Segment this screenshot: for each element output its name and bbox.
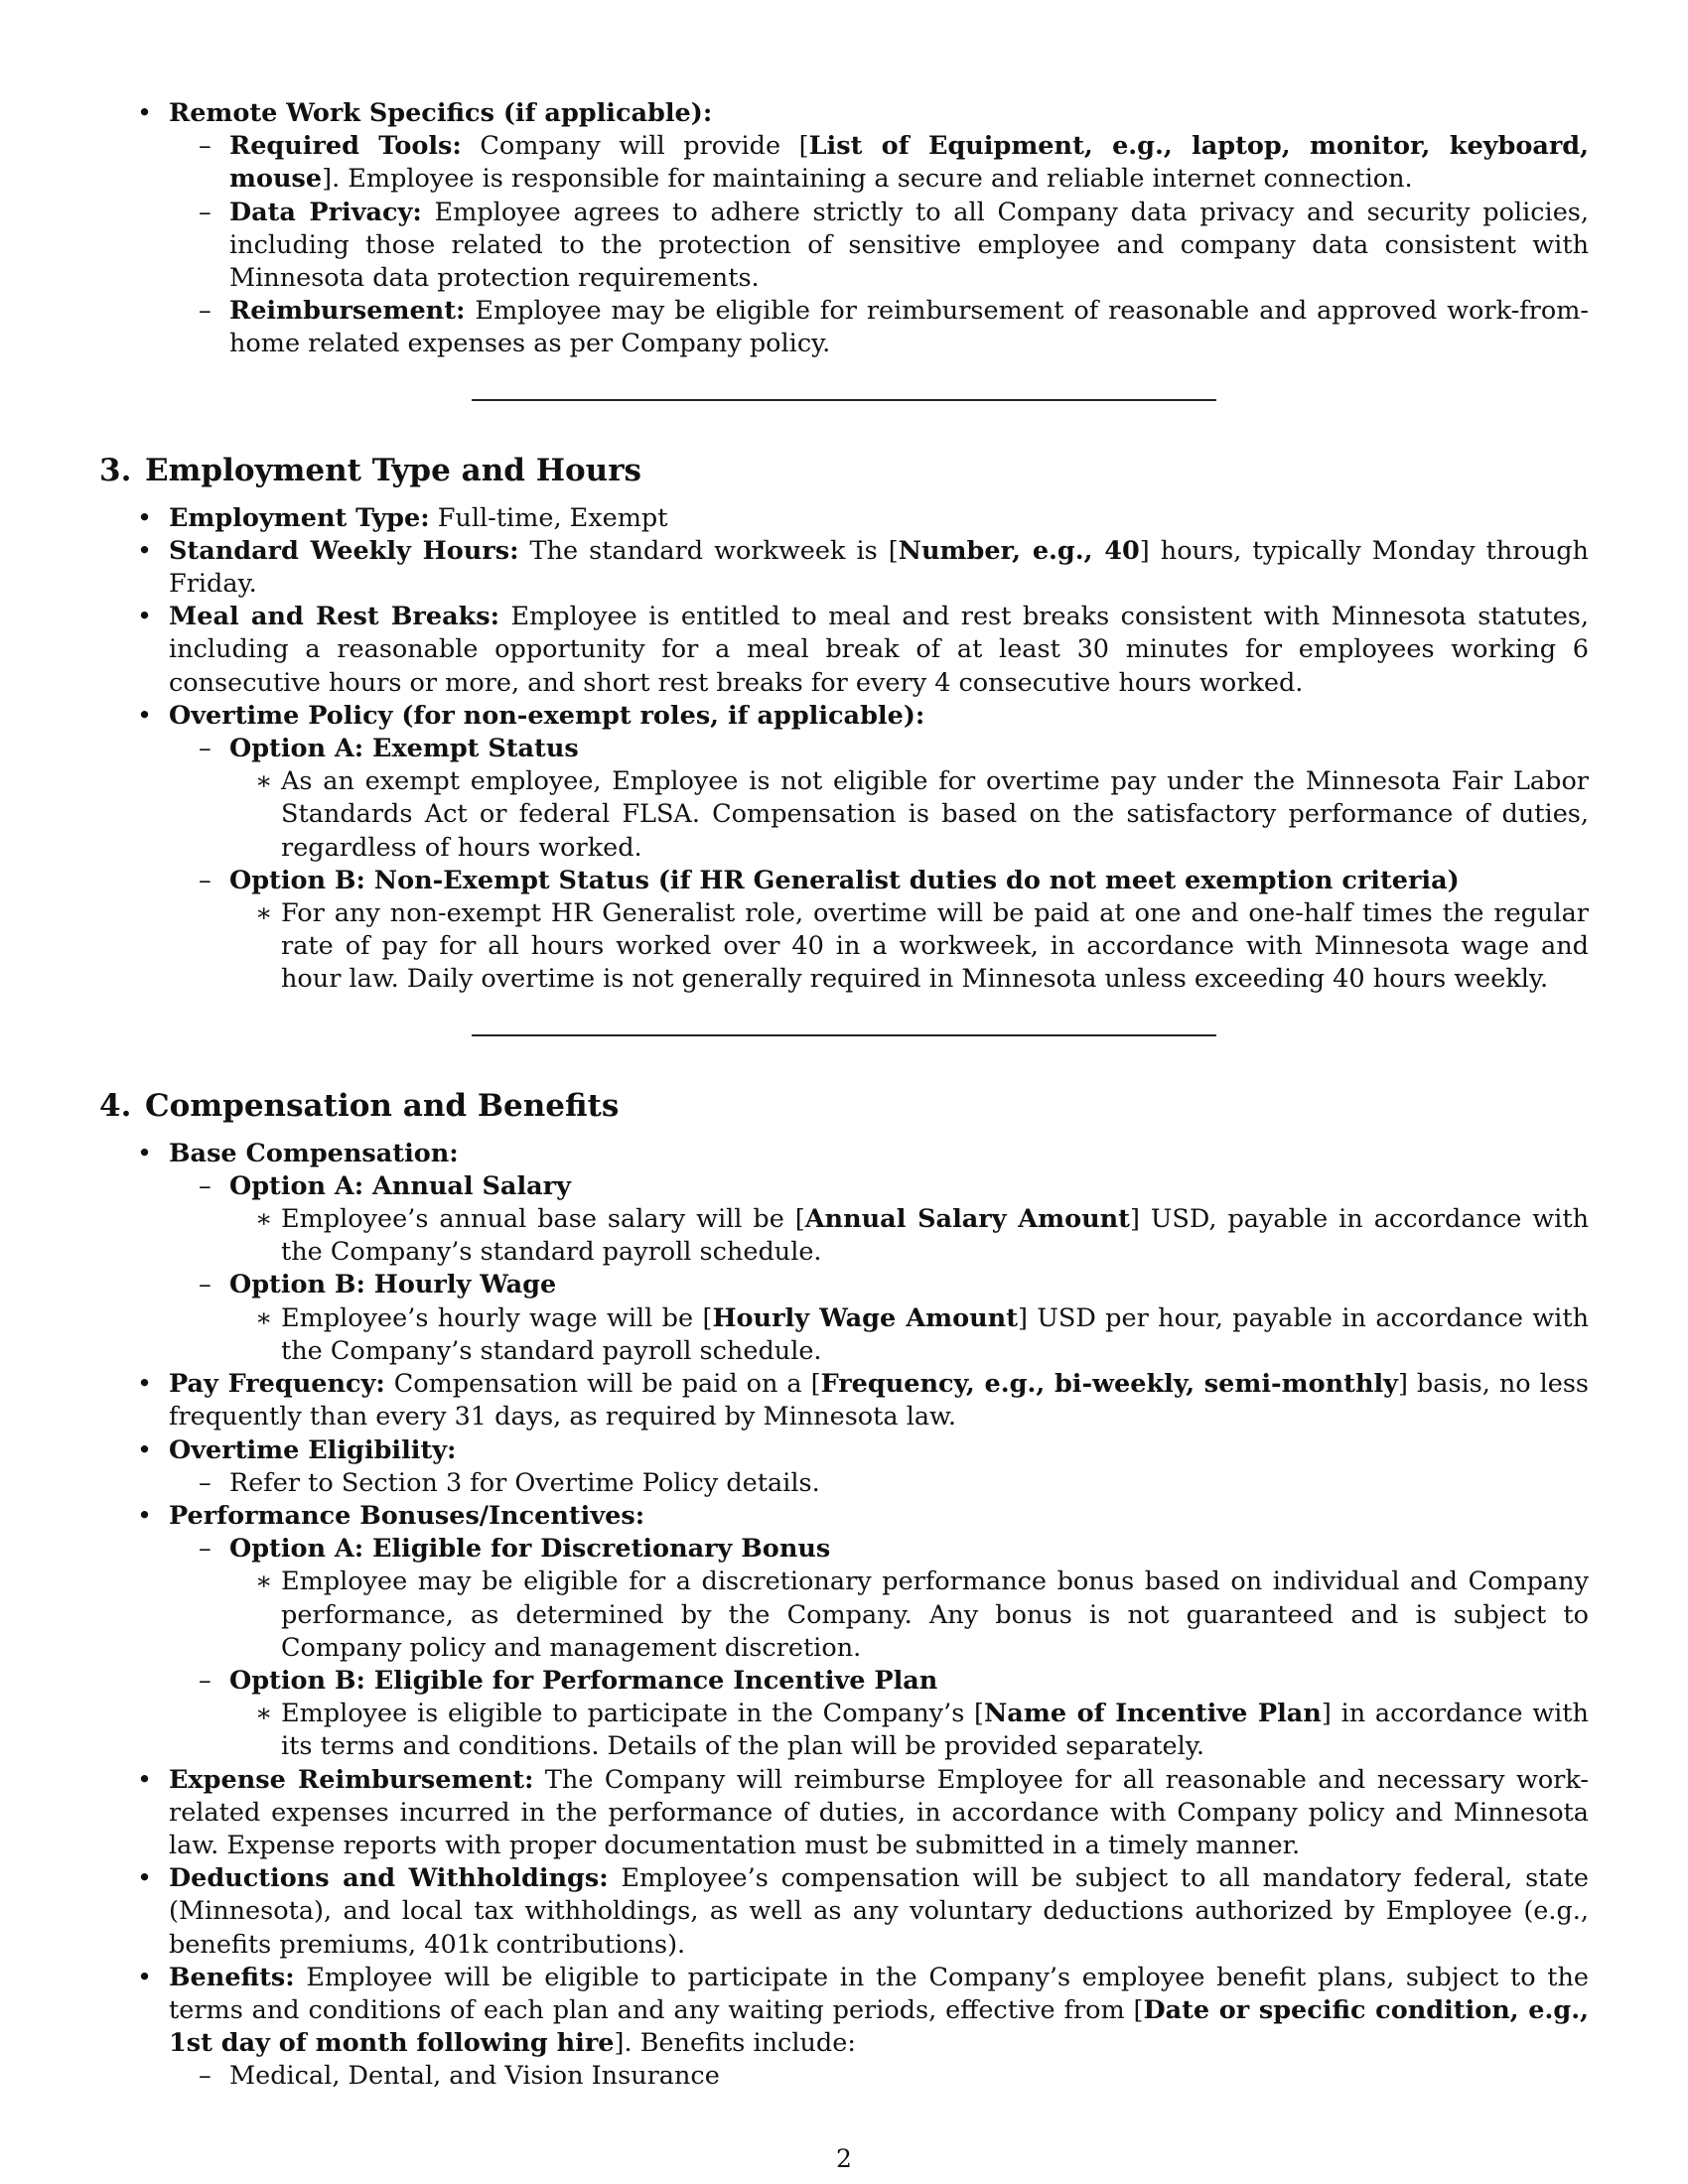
salary-text-end: ] USD, payable in accordance with the Company’s standard payroll schedule. bbox=[281, 1204, 1589, 1268]
weekly-hours-text-end: ] hours, typically Monday through Friday. bbox=[169, 535, 1589, 600]
section-3-number: 3. bbox=[99, 452, 132, 488]
deductions-item bbox=[99, 1862, 1589, 1962]
incentive-text-end: ] in accordance with its terms and conditions. Details of the plan will be provided separately. bbox=[281, 1699, 1589, 1762]
hourly-option bbox=[169, 1269, 1589, 1368]
bonus-options bbox=[169, 1533, 1589, 1763]
benefits-date-placeholder: Date or specific condition, e.g., 1st day of month following hire bbox=[169, 1994, 1589, 2059]
remote-work-label: Remote Work Specifics (if applicable): bbox=[169, 98, 713, 128]
salary-option-label: Option A: Annual Salary bbox=[229, 1170, 571, 1201]
base-compensation-options bbox=[169, 1170, 1589, 1368]
bonus-option-b bbox=[169, 1665, 1589, 1764]
bonus-label: Performance Bonuses/Incentives: bbox=[169, 1500, 645, 1531]
reimbursement-item bbox=[169, 295, 1589, 360]
overtime-option-a-label: Option A: Exempt Status bbox=[229, 734, 579, 764]
section-3-title: Employment Type and Hours bbox=[145, 452, 641, 488]
benefit-item-insurance: – Medical, Dental, and Vision Insurance bbox=[169, 2060, 1589, 2093]
reimbursement-label: Reimbursement: bbox=[229, 296, 466, 327]
required-tools-text-end: ]. Employee is responsible for maintaining a secure and reliable internet connection. bbox=[322, 164, 1413, 195]
remote-work-sublist bbox=[169, 130, 1589, 360]
section-4-title: Compensation and Benefits bbox=[145, 1087, 620, 1124]
data-privacy-text: Employee agrees to adhere strictly to all Company data privacy and security policies, including those related to the protection of sensitive employee and company data consistent with Minnesota data protection requirements. bbox=[229, 197, 1589, 294]
benefits-text: Employee will be eligible to participate in the Company’s employee benefit plans, subject to the terms and conditions of each plan and any waiting periods, effective from [ bbox=[169, 1962, 1589, 2025]
overtime-eligibility-text: – Refer to Section 3 for Overtime Policy details. bbox=[169, 1467, 1589, 1500]
overtime-eligibility-details bbox=[169, 1467, 1589, 1500]
overtime-policy-item bbox=[99, 700, 1589, 997]
hourly-option-text bbox=[229, 1302, 1589, 1368]
hours-placeholder: Number, e.g., 40 bbox=[898, 535, 1140, 566]
overtime-option-a-details bbox=[229, 765, 1589, 865]
salary-option bbox=[169, 1170, 1589, 1270]
data-privacy-label: Data Privacy: bbox=[229, 197, 422, 227]
overtime-policy-label: Overtime Policy (for non-exempt roles, if applicable): bbox=[169, 700, 925, 731]
benefits-list bbox=[169, 2060, 1589, 2093]
overtime-option-b-details bbox=[229, 897, 1589, 997]
equipment-placeholder: List of Equipment, e.g., laptop, monitor, keyboard, mouse bbox=[229, 131, 1589, 195]
deductions-label: Deductions and Withholdings: bbox=[169, 1863, 609, 1894]
base-compensation-label: Base Compensation: bbox=[169, 1138, 459, 1168]
deductions-text: Employee’s compensation will be subject to all mandatory federal, state (Minnesota), and local tax withholdings, as well as any voluntary deductions authorized by Employee (e.g., benefits premiums, 401k contributions). bbox=[169, 1863, 1589, 1960]
bonus-item bbox=[99, 1500, 1589, 1764]
benefits-item bbox=[99, 1962, 1589, 2094]
meal-rest-breaks-item bbox=[99, 601, 1589, 700]
salary-text: Employee’s annual base salary will be [ bbox=[281, 1204, 805, 1235]
meal-rest-breaks-label: Meal and Rest Breaks: bbox=[169, 602, 500, 632]
section-3-list bbox=[99, 502, 1589, 997]
expense-reimbursement-item bbox=[99, 1764, 1589, 1863]
frequency-placeholder: Frequency, e.g., bi-weekly, semi-monthly bbox=[820, 1369, 1398, 1400]
bonus-option-b-details bbox=[229, 1698, 1589, 1763]
bonus-option-a-details bbox=[229, 1566, 1589, 1665]
benefits-label: Benefits: bbox=[169, 1962, 295, 1992]
salary-option-text bbox=[229, 1203, 1589, 1269]
overtime-option-a-text: ∗ As an exempt employee, Employee is not eligible for overtime pay under the Minnesota Fair Labor Standards Act or federal FLSA. Compensation is based on the satisfactory performance of duties, regardless of hours worked. bbox=[229, 765, 1589, 865]
data-privacy-item bbox=[169, 197, 1589, 296]
incentive-text: Employee is eligible to participate in the Company’s [ bbox=[281, 1699, 984, 1729]
bonus-option-a-text: ∗ Employee may be eligible for a discretionary performance bonus based on individual and Company performance, as determined by the Company. Any bonus is not guaranteed and is subject to Company policy and management discretion. bbox=[229, 1566, 1589, 1665]
overtime-options-list bbox=[169, 733, 1589, 997]
section-divider bbox=[472, 1034, 1216, 1036]
base-compensation-item bbox=[99, 1138, 1589, 1368]
hourly-option-label: Option B: Hourly Wage bbox=[229, 1270, 557, 1300]
bonus-option-b-label: Option B: Eligible for Performance Incentive Plan bbox=[229, 1665, 938, 1696]
remote-work-list bbox=[99, 97, 1589, 361]
overtime-option-b-label: Option B: Non-Exempt Status (if HR Generalist duties do not meet exemption criteria) bbox=[229, 865, 1460, 895]
section-divider bbox=[472, 399, 1216, 401]
overtime-eligibility-item bbox=[99, 1434, 1589, 1500]
reimbursement-text: Employee may be eligible for reimbursement of reasonable and approved work-from-home related expenses as per Company policy. bbox=[229, 296, 1589, 359]
meal-rest-breaks-text: Employee is entitled to meal and rest breaks consistent with Minnesota statutes, including a reasonable opportunity for a meal break of at least 30 minutes for employees working 6 consecutive hours or more, and short rest breaks for every 4 consecutive hours worked. bbox=[169, 602, 1589, 698]
pay-frequency-text-end: ] basis, no less frequently than every 31 days, as required by Minnesota law. bbox=[169, 1369, 1590, 1433]
salary-option-details bbox=[229, 1203, 1589, 1269]
overtime-option-b-text: ∗ For any non-exempt HR Generalist role, overtime will be paid at one and one-half times the regular rate of pay for all hours worked over 40 in a workweek, in accordance with Minnesota wage and hour law. Daily overtime is not generally required in Minnesota unless exceeding 40 hours weekly. bbox=[229, 897, 1589, 997]
overtime-option-b bbox=[169, 865, 1589, 997]
bonus-option-a bbox=[169, 1533, 1589, 1665]
overtime-option-a bbox=[169, 733, 1589, 865]
hourly-option-details bbox=[229, 1302, 1589, 1368]
weekly-hours-item bbox=[99, 535, 1589, 601]
remote-work-item bbox=[99, 97, 1589, 361]
employment-type-text: Full-time, Exempt bbox=[429, 502, 668, 533]
hourly-text-end: ] USD per hour, payable in accordance with the Company’s standard payroll schedule. bbox=[281, 1302, 1590, 1366]
expense-reimbursement-label: Expense Reimbursement: bbox=[169, 1764, 534, 1795]
required-tools-text: Company will provide [ bbox=[461, 131, 809, 162]
bonus-option-b-text bbox=[229, 1698, 1589, 1763]
weekly-hours-label: Standard Weekly Hours: bbox=[169, 535, 519, 566]
employment-type-item bbox=[99, 502, 1589, 535]
required-tools-label: Required Tools: bbox=[229, 131, 462, 162]
pay-frequency-label: Pay Frequency: bbox=[169, 1369, 385, 1400]
page-number: 2 bbox=[836, 2144, 852, 2173]
pay-frequency-item bbox=[99, 1368, 1589, 1433]
section-4-heading bbox=[99, 1086, 1589, 1126]
salary-placeholder: Annual Salary Amount bbox=[804, 1204, 1130, 1235]
section-3-heading bbox=[99, 451, 1589, 490]
incentive-placeholder: Name of Incentive Plan bbox=[984, 1699, 1322, 1729]
section-4-list bbox=[99, 1138, 1589, 2094]
hourly-text: Employee’s hourly wage will be [ bbox=[281, 1302, 713, 1333]
section-4-number: 4. bbox=[99, 1087, 132, 1124]
expense-reimbursement-text: The Company will reimburse Employee for all reasonable and necessary work-related expenses incurred in the performance of duties, in accordance with Company policy and Minnesota law. Expense reports with proper documentation must be submitted in a timely manner. bbox=[169, 1764, 1589, 1860]
required-tools-item bbox=[169, 130, 1589, 196]
bonus-option-a-label: Option A: Eligible for Discretionary Bonus bbox=[229, 1534, 831, 1565]
hourly-placeholder: Hourly Wage Amount bbox=[712, 1302, 1019, 1333]
overtime-eligibility-label: Overtime Eligibility: bbox=[169, 1434, 457, 1465]
weekly-hours-text: The standard workweek is [ bbox=[518, 535, 899, 566]
employment-type-label: Employment Type: bbox=[169, 502, 430, 533]
pay-frequency-text: Compensation will be paid on a [ bbox=[384, 1369, 821, 1400]
benefits-text-end: ]. Benefits include: bbox=[614, 2028, 856, 2059]
document-content bbox=[99, 97, 1589, 2094]
